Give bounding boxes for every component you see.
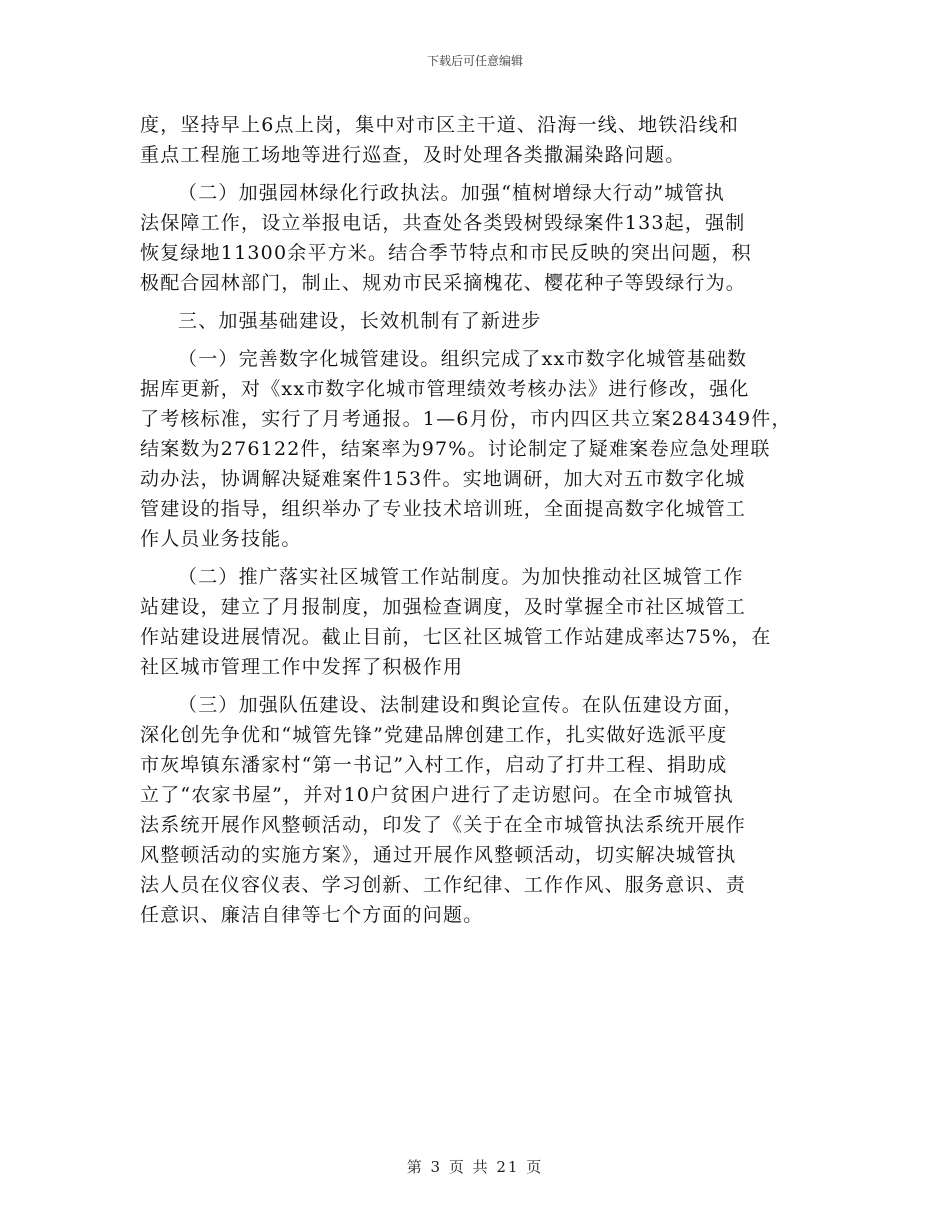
text-line: 重点工程施工场地等进行巡查，及时处理各类撒漏染路问题。 bbox=[140, 144, 686, 166]
text-line: 深化创先争优和“城管先锋”党建品牌创建工作，扎实做好选派平度 bbox=[140, 724, 728, 746]
text-line: 任意识、廉洁自律等七个方面的问题。 bbox=[140, 904, 484, 926]
text-line: 作站建设进展情况。截止目前，七区社区城管工作站建成率达75%，在 bbox=[140, 626, 772, 648]
paragraph-5 bbox=[140, 690, 820, 930]
text-line: 极配合园林部门，制止、规劝市民采摘槐花、樱花种子等毁绿行为。 bbox=[140, 272, 747, 294]
paragraph-2 bbox=[140, 178, 820, 298]
section-heading bbox=[140, 306, 820, 336]
document-body bbox=[140, 110, 820, 930]
text-line: （一）完善数字化城管建设。组织完成了xx市数字化城管基础数 bbox=[178, 348, 748, 370]
text-line: 了考核标准，实行了月考通报。1—6月份，市内四区共立案284349件， bbox=[140, 408, 792, 430]
text-line: 市灰埠镇东潘家村“第一书记”入村工作，启动了打井工程、捐助成 bbox=[140, 754, 728, 776]
text-line: 社区城市管理工作中发挥了积极作用 bbox=[140, 656, 464, 678]
text-line: 站建设，建立了月报制度，加强检查调度，及时掌握全市社区城管工 bbox=[140, 596, 747, 618]
page-header: 下载后可任意编辑 bbox=[426, 54, 523, 68]
text-line: （二）加强园林绿化行政执法。加强“植树增绿大行动”城管执 bbox=[178, 182, 726, 204]
paragraph-3 bbox=[140, 344, 820, 554]
text-line: 法保障工作，设立举报电话，共查处各类毁树毁绿案件133起，强制 bbox=[140, 212, 746, 234]
text-line: 结案数为276122件，结案率为97%。讨论制定了疑难案卷应急处理联 bbox=[140, 438, 771, 460]
text-line: 恢复绿地11300余平方米。结合季节特点和市民反映的突出问题，积 bbox=[140, 242, 752, 264]
text-line: 度，坚持早上6点上岗，集中对市区主干道、沿海一线、地铁沿线和 bbox=[140, 114, 740, 136]
text-line: 据库更新，对《xx市数字化城市管理绩效考核办法》进行修改，强化 bbox=[140, 378, 750, 400]
text-line: 作人员业务技能。 bbox=[140, 528, 302, 550]
text-line: 三、加强基础建设，长效机制有了新进步 bbox=[178, 310, 542, 332]
text-line: 法系统开展作风整顿活动，印发了《关于在全市城管执法系统开展作 bbox=[140, 814, 747, 836]
text-line: 管建设的指导，组织举办了专业技术培训班，全面提高数字化城管工 bbox=[140, 498, 747, 520]
text-line: 立了“农家书屋”，并对10户贫困户进行了走访慰问。在全市城管执 bbox=[140, 784, 734, 806]
text-line: （二）推广落实社区城管工作站制度。为加快推动社区城管工作 bbox=[178, 566, 744, 588]
text-line: 动办法，协调解决疑难案件153件。实地调研，加大对五市数字化城 bbox=[140, 468, 746, 490]
text-line: 法人员在仪容仪表、学习创新、工作纪律、工作作风、服务意识、责 bbox=[140, 874, 747, 896]
paragraph-1 bbox=[140, 110, 820, 170]
text-line: 风整顿活动的实施方案》，通过开展作风整顿活动，切实解决城管执 bbox=[140, 844, 737, 866]
text-line: （三）加强队伍建设、法制建设和舆论宣传。在队伍建设方面， bbox=[178, 694, 744, 716]
page-number-footer: 第 3 页 共 21 页 bbox=[406, 1158, 544, 1176]
paragraph-4 bbox=[140, 562, 820, 682]
